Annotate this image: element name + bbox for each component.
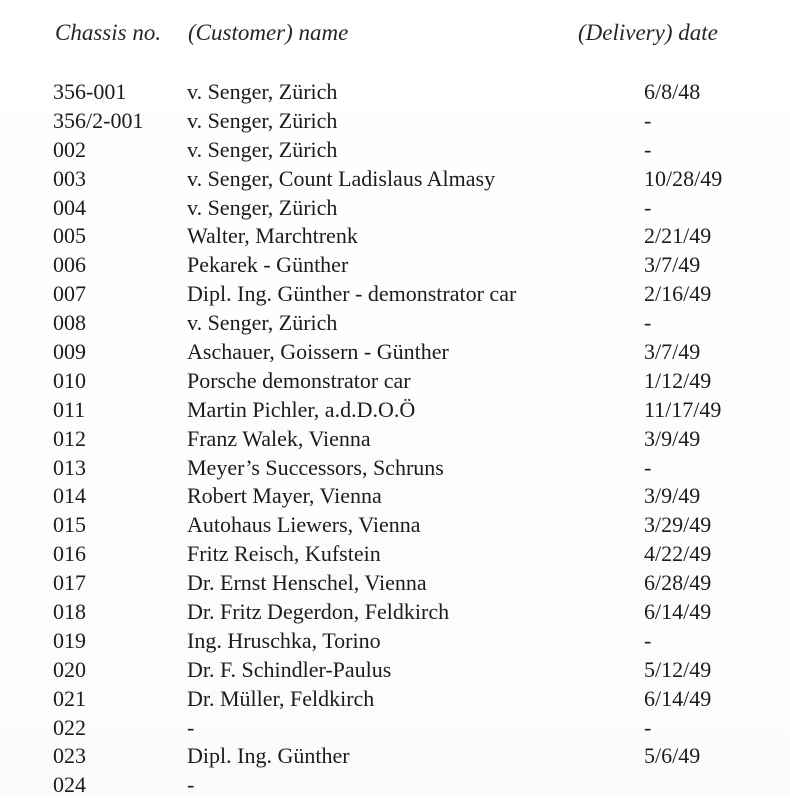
delivery-date: 2/21/49 xyxy=(644,223,712,249)
table-row xyxy=(0,194,790,223)
chassis-number: 016 xyxy=(53,541,86,567)
chassis-number: 356-001 xyxy=(53,79,127,104)
delivery-date: 5/12/49 xyxy=(644,656,712,682)
table-row xyxy=(0,251,790,280)
table-row xyxy=(0,309,790,338)
table-row xyxy=(0,222,790,251)
table-row xyxy=(0,482,790,511)
table-row xyxy=(0,511,790,540)
customer-name: - xyxy=(187,772,195,798)
customer-name: Walter, Marchtrenk xyxy=(187,223,358,249)
delivery-date: - xyxy=(644,714,652,740)
chassis-number: 010 xyxy=(53,367,86,393)
table-row xyxy=(0,656,790,685)
chassis-number: 011 xyxy=(53,396,86,422)
customer-name: Ing. Hruschka, Torino xyxy=(187,627,381,653)
chassis-number: 017 xyxy=(53,570,86,596)
table-row xyxy=(0,454,790,483)
customer-name: v. Senger, Zürich xyxy=(187,136,338,162)
chassis-number: 004 xyxy=(53,194,86,220)
chassis-number: 002 xyxy=(53,136,86,162)
table-row xyxy=(0,771,790,800)
delivery-date: 5/6/49 xyxy=(644,743,701,769)
customer-name: v. Senger, Count Ladislaus Almasy xyxy=(187,165,496,191)
customer-name: Autohaus Liewers, Vienna xyxy=(187,512,421,538)
table-row xyxy=(0,338,790,367)
customer-name: Fritz Reisch, Kufstein xyxy=(187,541,381,567)
customer-name: Dr. Müller, Feldkirch xyxy=(187,685,375,711)
table-row xyxy=(0,540,790,569)
delivery-date: 6/14/49 xyxy=(644,599,712,625)
table-row xyxy=(0,685,790,714)
customer-name: v. Senger, Zürich xyxy=(187,310,338,336)
delivery-date: - xyxy=(644,194,652,220)
customer-name: Franz Walek, Vienna xyxy=(187,425,371,451)
delivery-date: 3/29/49 xyxy=(644,512,712,538)
chassis-number: 007 xyxy=(53,281,86,307)
delivery-date: 6/8/48 xyxy=(644,79,701,104)
table-row xyxy=(0,396,790,425)
header-chassis-no: Chassis no. xyxy=(55,20,162,45)
table-row xyxy=(0,714,790,743)
table-body xyxy=(0,78,790,800)
chassis-number: 008 xyxy=(53,310,86,336)
customer-name: Aschauer, Goissern - Günther xyxy=(187,339,449,365)
chassis-number: 005 xyxy=(53,223,86,249)
chassis-number: 020 xyxy=(53,656,86,682)
delivery-date: 4/22/49 xyxy=(644,541,712,567)
table-row xyxy=(0,425,790,454)
customer-name: Dr. Fritz Degerdon, Feldkirch xyxy=(187,599,450,625)
customer-name: Martin Pichler, a.d.D.O.Ö xyxy=(187,396,416,422)
customer-name: - xyxy=(187,714,195,740)
delivery-date: 6/14/49 xyxy=(644,685,712,711)
chassis-number: 003 xyxy=(53,165,86,191)
chassis-number: 006 xyxy=(53,252,86,278)
chassis-number: 009 xyxy=(53,339,86,365)
chassis-number: 024 xyxy=(53,772,86,798)
chassis-number: 014 xyxy=(53,483,86,509)
delivery-date: - xyxy=(644,627,652,653)
customer-name: Dr. Ernst Henschel, Vienna xyxy=(187,570,427,596)
chassis-number: 013 xyxy=(53,454,86,480)
chassis-number: 023 xyxy=(53,743,86,769)
customer-name: Dipl. Ing. Günther xyxy=(187,743,350,769)
table-row xyxy=(0,78,790,107)
delivery-date: - xyxy=(644,136,652,162)
delivery-date: - xyxy=(644,310,652,336)
delivery-date: 3/9/49 xyxy=(644,483,701,509)
customer-name: v. Senger, Zürich xyxy=(187,194,338,220)
customer-name: Pekarek - Günther xyxy=(187,252,349,278)
table-row xyxy=(0,280,790,309)
delivery-date: 3/7/49 xyxy=(644,252,701,278)
delivery-date: - xyxy=(644,107,652,133)
customer-name: Robert Mayer, Vienna xyxy=(187,483,382,509)
table-row xyxy=(0,165,790,194)
chassis-number: 019 xyxy=(53,627,86,653)
chassis-number: 015 xyxy=(53,512,86,538)
table-row xyxy=(0,627,790,656)
chassis-number: 356/2-001 xyxy=(53,107,144,133)
chassis-number: 012 xyxy=(53,425,86,451)
delivery-date: 3/7/49 xyxy=(644,339,701,365)
delivery-date: 6/28/49 xyxy=(644,570,712,596)
delivery-date: 3/9/49 xyxy=(644,425,701,451)
chassis-number: 021 xyxy=(53,685,86,711)
header-delivery-date: (Delivery) date xyxy=(578,20,718,45)
table-header xyxy=(0,20,790,52)
customer-name: v. Senger, Zürich xyxy=(187,107,338,133)
table-row xyxy=(0,598,790,627)
delivery-date: 1/12/49 xyxy=(644,367,712,393)
table-row xyxy=(0,569,790,598)
table-row xyxy=(0,367,790,396)
customer-name: v. Senger, Zürich xyxy=(187,79,338,104)
customer-name: Dr. F. Schindler-Paulus xyxy=(187,656,392,682)
table-row xyxy=(0,136,790,165)
delivery-date: 11/17/49 xyxy=(644,396,722,422)
chassis-number: 018 xyxy=(53,599,86,625)
chassis-number: 022 xyxy=(53,714,86,740)
delivery-date: - xyxy=(644,454,652,480)
header-customer-name: (Customer) name xyxy=(188,20,349,45)
table-row xyxy=(0,742,790,771)
customer-name: Meyer’s Successors, Schruns xyxy=(187,454,444,480)
delivery-date: 10/28/49 xyxy=(644,165,723,191)
table-row xyxy=(0,107,790,136)
delivery-date: 2/16/49 xyxy=(644,281,712,307)
customer-name: Porsche demonstrator car xyxy=(187,367,411,393)
customer-name: Dipl. Ing. Günther - demonstrator car xyxy=(187,281,517,307)
